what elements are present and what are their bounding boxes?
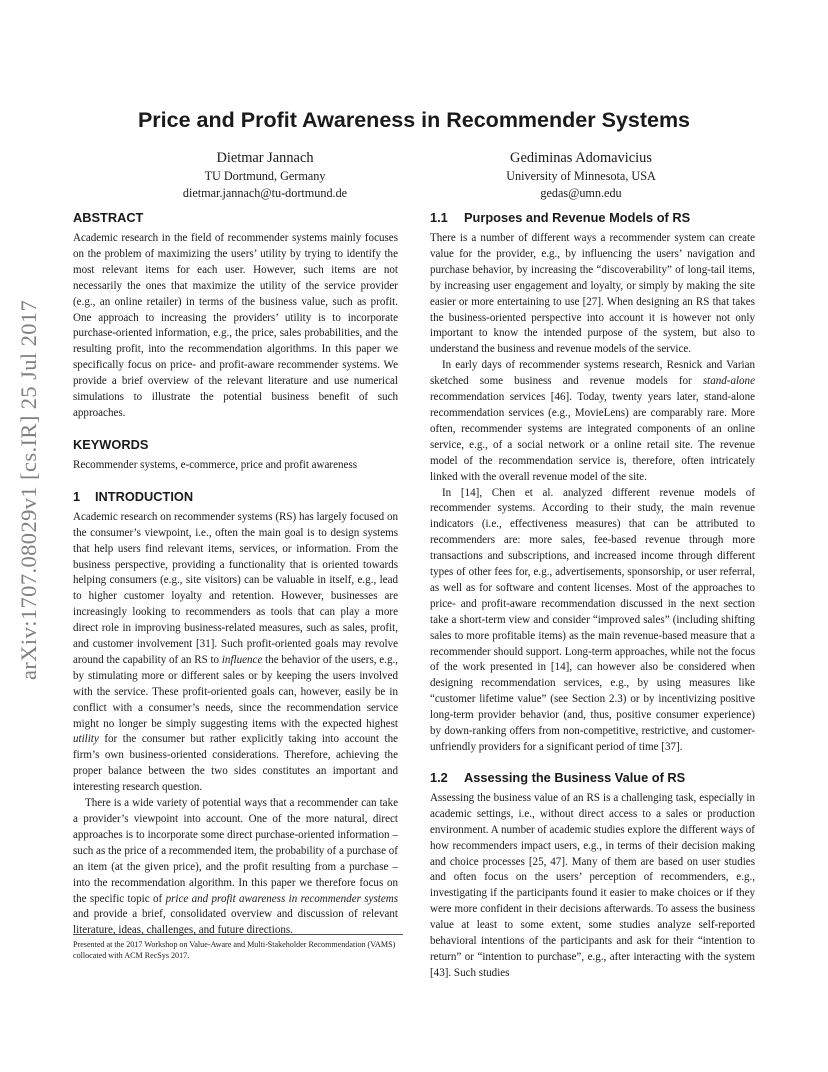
author-block-2	[416, 149, 746, 202]
intro-paragraph-1: Academic research on recommender systems (RS) has largely focused on the consumer’s viewpoint, i.e., often the main goal is to design systems that help users find relevant items, services, or information. From the business perspective, providing a functionality that is oriented towards helping consumers (e.g., site visitors) can be valuable in itself, e.g., lead to higher customer loyalty and retention. However, businesses are increasingly looking to recommenders as tools that can play a more direct role in improving business-related measures, such as sales, profit, and customer involvement [31]. Such profit-oriented goals may revolve around the capability of an RS to influence the behavior of the users, e.g., by stimulating more or different sales or by keeping the users involved with the service. These profit-oriented goals can, however, easily be in conflict with a consumer’s needs, since the recommendation service might no longer be simply suggesting items with the expected highest utility for the consumer but rather explicitly taking into account the firm’s own business-oriented considerations. Therefore, achieving the proper balance between the two sides constitutes an important and interesting research question.	[73, 510, 398, 794]
section-title: Assessing the Business Value of RS	[464, 769, 686, 785]
section-heading-introduction	[73, 489, 398, 505]
author-name: Dietmar Jannach	[216, 150, 314, 166]
section-1-1-paragraph-2: In early days of recommender systems research, Resnick and Varian sketched some business and revenue models for stand-alone recommendation services [46]. Today, twenty years later, stand-alone recommendation services (e.g., MovieLens) are comparably rare. More often, recommender systems are integrated components of an online service, e.g., of a social network or a online retail site. The revenue model of the recommendation service is, therefore, often intricately linked with the overall revenue model of the site.	[430, 359, 755, 483]
paper-title: Price and Profit Awareness in Recommender Systems	[137, 108, 691, 132]
section-number: 1	[73, 488, 81, 504]
section-1-1-paragraph-1: There is a number of different ways a recommender system can create value for the provider, e.g., by influencing the users’ navigation and purchase behavior, by increasing the “discoverability” of long-tail items, by increasing user engagement and loyalty, or simply by making the site easier or more entertaining to use [27]. When designing an RS that takes the business-oriented perspective into account it is however not only important to know the intended purpose of the system, but also to understand the business and revenue models of the service.	[430, 232, 755, 356]
author-email: gedas@umn.edu	[540, 186, 622, 200]
author-affiliation: TU Dortmund, Germany	[204, 169, 326, 183]
abstract-heading: ABSTRACT	[73, 210, 144, 225]
section-title: Purposes and Revenue Models of RS	[464, 210, 691, 225]
abstract-text: Academic research in the field of recommender systems mainly focuses on the problem of maximizing the users’ utility by trying to identify the most relevant items for each user. However, such items are not necessarily the ones that maximize the utility of the service provider (e.g., an online retailer) in terms of the business value, such as profit. One approach to increasing the providers’ utility is to incorporate purchase-oriented information, e.g., the price, sales probabilities, and the resulting profit, into the recommendation algorithms. In this paper we specifically focus on price- and profit-aware recommender systems. We provide a brief overview of the relevant literature and use numerical simulations to illustrate the potential business benefit of such approaches.	[73, 232, 398, 419]
keywords-heading: KEYWORDS	[73, 436, 149, 452]
arxiv-identifier: arXiv:1707.08029v1 [cs.IR] 25 Jul 2017	[16, 299, 41, 680]
section-1-2-paragraph-1: Assessing the business value of an RS is a challenging task, especially in academic settings, i.e., without direct access to a sales or production environment. A number of academic studies explore the different ways of how recommenders impact users, e.g., in terms of their decision making and choice processes [25, 47]. Many of them are based on user studies and often focus on the users’ perception of recommenders, e.g., investigating if the participants found it easier to make choices or if they were more confident in their decisions afterwards. To assess the business value at least to some extent, some studies analyze self-reported behavioral intentions of the participants and ask for their “intention to return” or “intention to purchase”, e.g., after interacting with the system [43]. Such studies	[430, 791, 755, 979]
right-column	[430, 210, 755, 982]
section-number: 1.1	[430, 210, 448, 225]
left-column	[73, 210, 398, 939]
footnote: Presented at the 2017 Workshop on Value-Aware and Multi-Stakeholder Recommendation (VAMS) collocated with ACM RecSys 2017.	[73, 934, 403, 961]
intro-paragraph-2: There is a wide variety of potential ways that a recommender can take a provider’s viewpoint into account. One of the more natural, direct approaches is to incorporate some direct purchase-oriented information – such as the price of a recommended item, the probability of a purchase of an item (at the given price), and the profit resulting from a purchase – into the recommendation algorithm. In this paper we therefore focus on the specific topic of price and profit awareness in recommender systems and provide a brief, consolidated overview and discussion of relevant literature, ideas, challenges, and future directions.	[73, 797, 398, 937]
keywords-text: Recommender systems, e-commerce, price and profit awareness	[73, 458, 358, 471]
author-block-1	[100, 149, 430, 202]
section-heading-1-2	[430, 770, 755, 786]
section-1-1-paragraph-3: In [14], Chen et al. analyzed different revenue models of recommender systems. According to their study, the main revenue indicators (i.e., effectiveness measures) that can be attributed to recommenders are: more sales, fee-based revenue through more transactions and subscriptions, and increased income through different types of other fees for, e.g., advertisements, sponsorship, or user referral, as well as for software and content licenses. Most of the approaches to price- and profit-aware recommendation discussed in the next section take a short-term view and consider “improved sales” (including shifting sales to more profitable items) as the main revenue-based measure that a recommender should support. Long-term approaches, while not the focus of the work presented in [14], can however also be considered when designing recommendation services, e.g., by using measures like “customer lifetime value” (see Section 2.3) or by incentivizing positive long-term provider behavior (and, thus, positive consumer experience) by down-ranking offers from non-competitive, restrictive, and customer-unfriendly providers for a significant period of time [37].	[430, 486, 755, 753]
author-affiliation: University of Minnesota, USA	[506, 169, 656, 183]
section-number: 1.2	[430, 769, 448, 785]
author-name: Gediminas Adomavicius	[510, 150, 652, 166]
section-title: INTRODUCTION	[95, 488, 194, 504]
section-heading-1-1	[430, 210, 755, 226]
author-email: dietmar.jannach@tu-dortmund.de	[182, 186, 348, 200]
